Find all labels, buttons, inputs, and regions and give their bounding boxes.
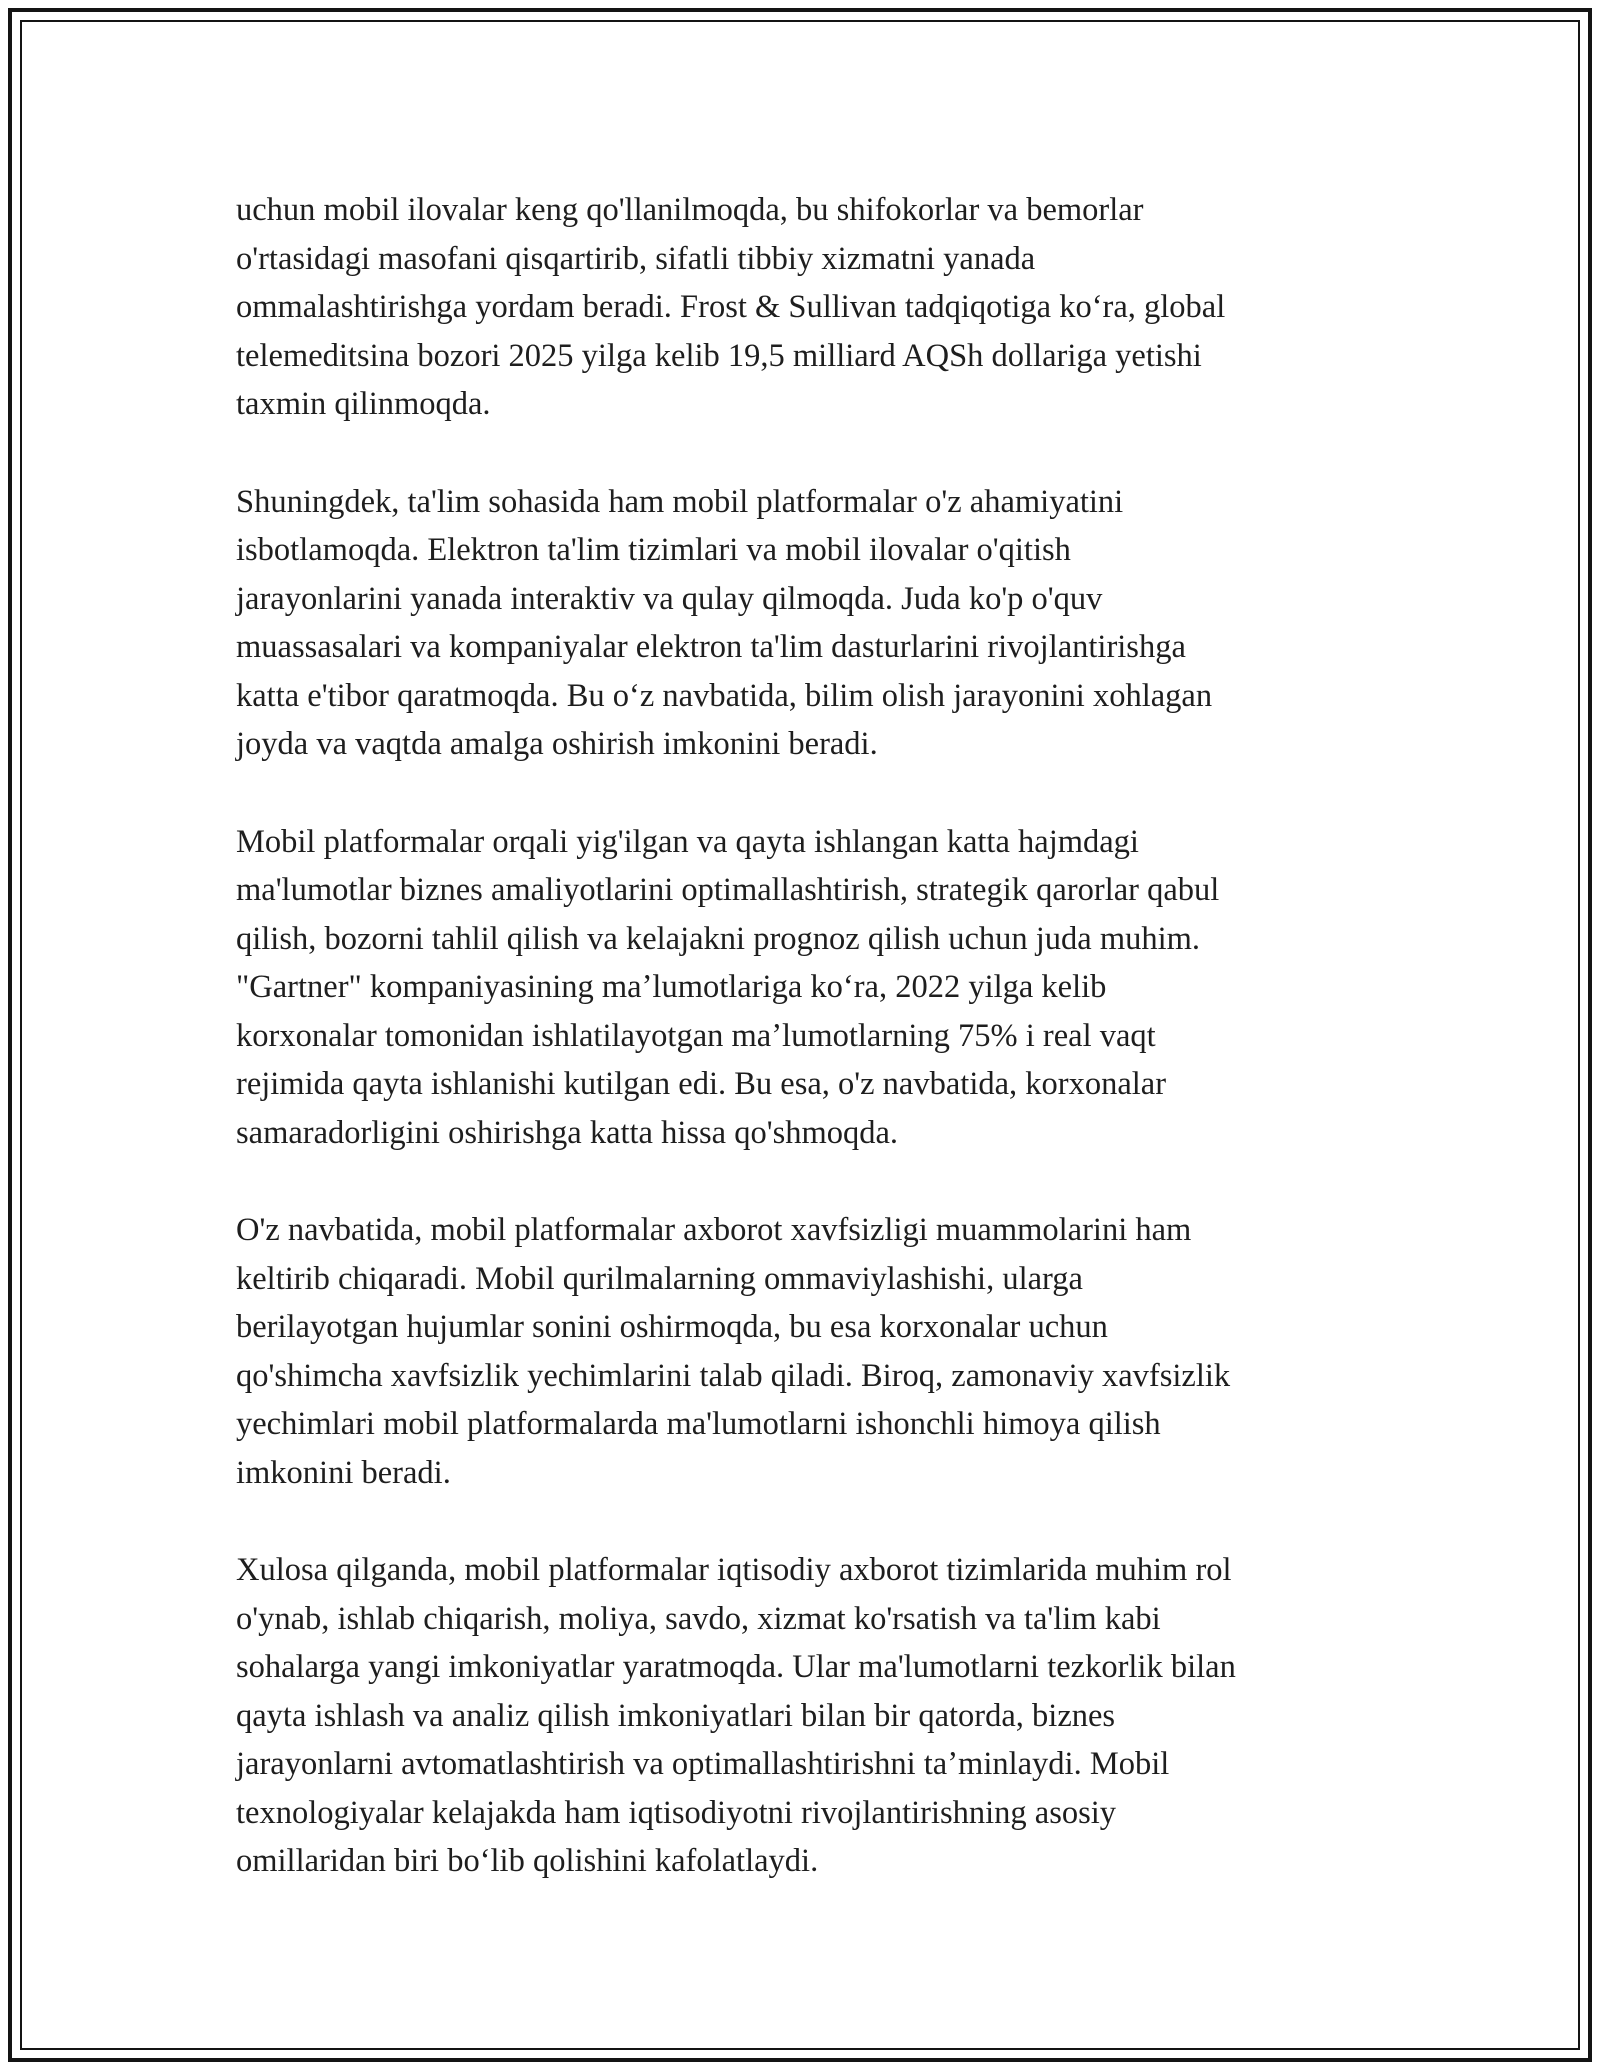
paragraph-conclusion: Xulosa qilganda, mobil platformalar iqtisodiy axborot tizimlarida muhim rol o'ynab, ishlab chiqarish, moliya, savdo, xizmat ko'rsatish va ta'lim kabi sohalarga yangi imkoniyatlar yaratmoqda. Ular ma'lumotlarni tezkorlik bilan qayta ishlash va analiz qilish imkoniyatlari bilan bir qatorda, biznes jarayonlarni avtomatlashtirish va optimallashtirishni taʼminlaydi. Mobil texnologiyalar kelajakda ham iqtisodiyotni rivojlantirishning asosiy omillaridan biri boʻlib qolishini kafolatlaydi. — [236, 1552, 1236, 1879]
paragraph-security: O'z navbatida, mobil platformalar axborot xavfsizligi muammolarini ham keltirib chiqaradi. Mobil qurilmalarning ommaviylashishi, ularga berilayotgan hujumlar sonini oshirmoqda, bu esa korxonalar uchun qo'shimcha xavfsizlik yechimlarini talab qiladi. Biroq, zamonaviy xavfsizlik yechimlari mobil platformalarda ma'lumotlarni ishonchli himoya qilish imkonini beradi. — [236, 1212, 1231, 1491]
paragraph-education: Shuningdek, ta'lim sohasida ham mobil platformalar o'z ahamiyatini isbotlamoqda. Elektron ta'lim tizimlari va mobil ilovalar o'qitish jarayonlarini yanada interaktiv va qulay qilmoqda. Juda ko'p o'quv muassasalari va kompaniyalar elektron ta'lim dasturlarini rivojlantirishga katta e'tibor qaratmoqda. Bu oʻz navbatida, bilim olish jarayonini xohlagan joyda va vaqtda amalga oshirish imkonini beradi. — [236, 483, 1213, 762]
document-body — [236, 186, 1366, 1935]
paragraph-telemedicine: uchun mobil ilovalar keng qo'llanilmoqda, bu shifokorlar va bemorlar o'rtasidagi masofani qisqartirib, sifatli tibbiy xizmatni yanada ommalashtirishga yordam beradi. Frost & Sullivan tadqiqotiga koʻra, global telemeditsina bozori 2025 yilga kelib 19,5 milliard AQSh dollariga yetishi taxmin qilinmoqda. — [236, 192, 1226, 422]
paragraph-big-data: Mobil platformalar orqali yig'ilgan va qayta ishlangan katta hajmdagi ma'lumotlar biznes amaliyotlarini optimallashtirish, strategik qarorlar qabul qilish, bozorni tahlil qilish va kelajakni prognoz qilish uchun juda muhim. "Gartner" kompaniyasining maʼlumotlariga koʻra, 2022 yilga kelib korxonalar tomonidan ishlatilayotgan maʼlumotlarning 75% i real vaqt rejimida qayta ishlanishi kutilgan edi. Bu esa, o'z navbatida, korxonalar samaradorligini oshirishga katta hissa qo'shmoqda. — [236, 823, 1220, 1151]
